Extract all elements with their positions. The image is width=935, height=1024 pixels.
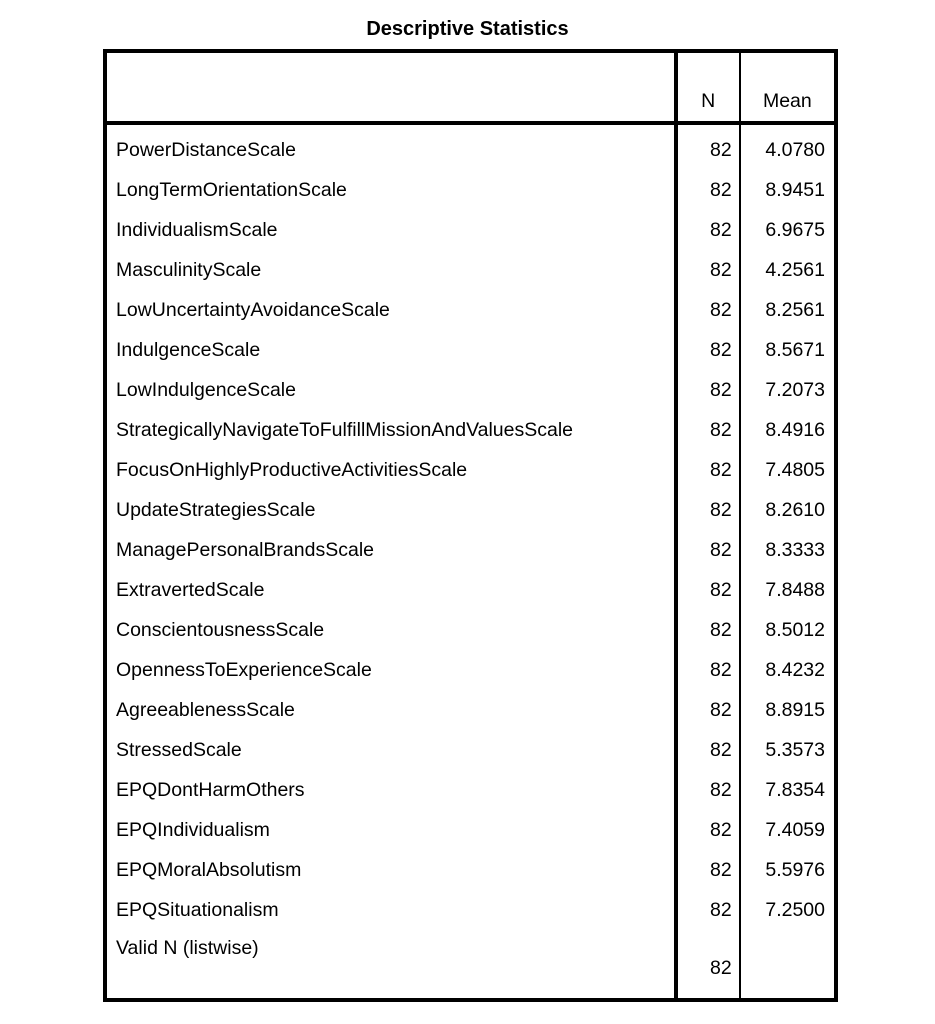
header-row [105,51,836,123]
row-label: ManagePersonalBrandsScale [105,530,676,570]
table-row [105,290,836,330]
row-n: 82 [676,330,740,370]
descriptive-statistics-table [103,49,838,1002]
row-mean: 5.5976 [765,858,825,881]
row-mean: 4.2561 [765,258,825,281]
row-mean: 7.8488 [765,578,825,601]
row-mean: 6.9675 [765,218,825,241]
row-mean: 8.4232 [765,658,825,681]
row-n: 82 [676,730,740,770]
row-n: 82 [676,370,740,410]
table-title: Descriptive Statistics [366,18,569,40]
row-label: OpennessToExperienceScale [105,650,676,690]
table-row [105,730,836,770]
table-row [105,770,836,810]
row-label: FocusOnHighlyProductiveActivitiesScale [105,450,676,490]
row-mean: 8.2561 [765,298,825,321]
table-row [105,370,836,410]
row-mean: 4.0780 [765,138,825,161]
row-mean: 7.4805 [765,458,825,481]
valid-n-mean [740,930,836,1000]
row-mean: 8.3333 [765,538,825,561]
row-n: 82 [676,123,740,170]
row-n: 82 [676,290,740,330]
row-mean: 5.3573 [765,738,825,761]
row-label: EPQSituationalism [105,890,676,930]
table-row [105,650,836,690]
table-row [105,490,836,530]
table-row [105,450,836,490]
row-mean: 8.5671 [765,338,825,361]
row-mean: 7.4059 [765,818,825,841]
row-n: 82 [676,530,740,570]
row-n: 82 [676,210,740,250]
table-row [105,530,836,570]
row-mean: 8.5012 [765,618,825,641]
row-label: EPQIndividualism [105,810,676,850]
row-n: 82 [676,650,740,690]
row-mean: 8.9451 [765,178,825,201]
row-label: MasculinityScale [105,250,676,290]
valid-n-row [105,930,836,1000]
row-n: 82 [676,170,740,210]
table-row [105,610,836,650]
table-row [105,210,836,250]
row-mean: 8.4916 [765,418,825,441]
row-n: 82 [676,410,740,450]
table-body [105,123,836,1000]
row-n: 82 [676,770,740,810]
table-row [105,170,836,210]
table-row [105,690,836,730]
row-label: ConscientousnessScale [105,610,676,650]
row-mean: 7.8354 [765,778,825,801]
row-label: PowerDistanceScale [105,123,676,170]
header-mean: Mean [740,51,836,123]
row-n: 82 [676,490,740,530]
row-label: LowUncertaintyAvoidanceScale [105,290,676,330]
table-row [105,810,836,850]
row-label: IndividualismScale [105,210,676,250]
row-label: UpdateStrategiesScale [105,490,676,530]
row-n: 82 [676,610,740,650]
row-n: 82 [676,450,740,490]
valid-n-label: Valid N (listwise) [105,930,676,1000]
row-n: 82 [676,570,740,610]
row-n: 82 [676,850,740,890]
row-label: EPQMoralAbsolutism [105,850,676,890]
row-label: AgreeablenessScale [105,690,676,730]
table-row [105,410,836,450]
row-label: EPQDontHarmOthers [105,770,676,810]
row-mean: 8.2610 [765,498,825,521]
row-n: 82 [676,890,740,930]
row-n: 82 [676,690,740,730]
row-label: LowIndulgenceScale [105,370,676,410]
row-label: StrategicallyNavigateToFulfillMissionAndValuesScale [105,410,676,450]
row-label: LongTermOrientationScale [105,170,676,210]
table-row [105,330,836,370]
row-n: 82 [676,250,740,290]
row-label: IndulgenceScale [105,330,676,370]
header-n: N [676,51,740,123]
table-row [105,850,836,890]
table-row [105,570,836,610]
table-row [105,250,836,290]
row-mean: 7.2500 [765,898,825,921]
table-row [105,890,836,930]
valid-n-value: 82 [676,930,740,1000]
row-mean: 7.2073 [765,378,825,401]
header-label [105,51,676,123]
row-label: StressedScale [105,730,676,770]
table-row [105,123,836,170]
row-label: ExtravertedScale [105,570,676,610]
row-n: 82 [676,810,740,850]
row-mean: 8.8915 [765,698,825,721]
